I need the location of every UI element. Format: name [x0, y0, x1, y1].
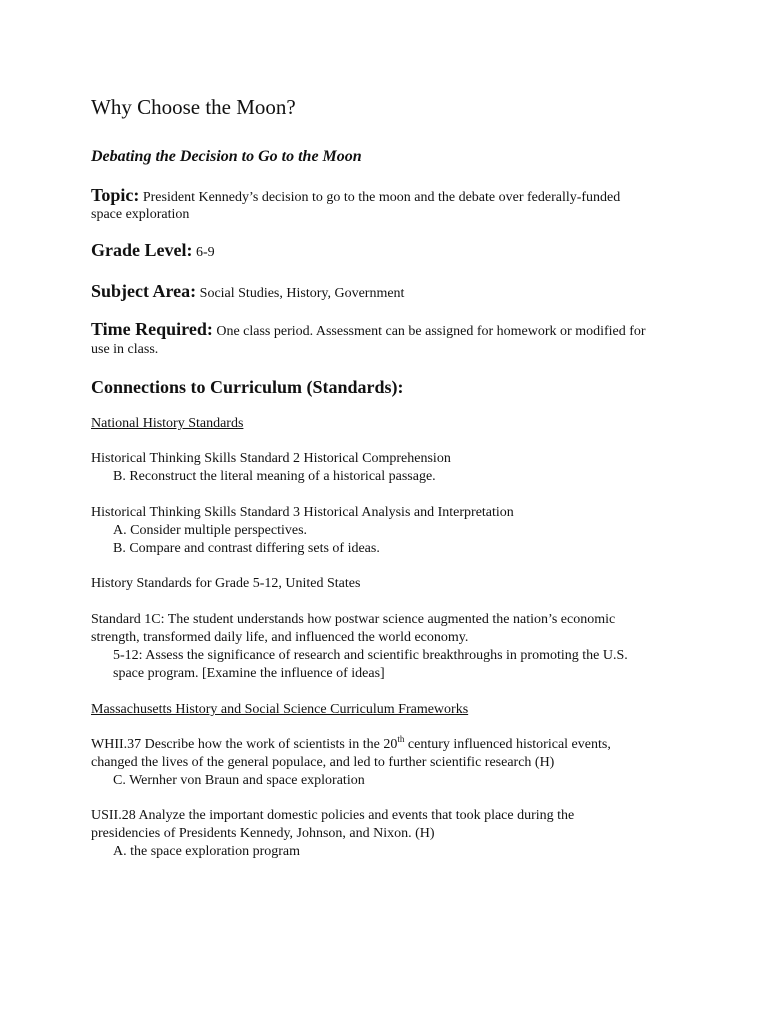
- topic-line-1: [91, 186, 620, 207]
- usii-line-1: USII.28 Analyze the important domestic policies and events that took place during the: [91, 808, 575, 823]
- standard-1c-sub-line-1: 5-12: Assess the significance of research and scientific breakthroughs in promoting the U.S.: [113, 648, 628, 663]
- whii-line-1: [91, 736, 611, 754]
- subject-area-label: Subject Area:: [91, 281, 197, 301]
- topic-line-2: space exploration: [91, 207, 190, 222]
- grade-level-value: 6-9: [195, 245, 215, 260]
- document-title: Why Choose the Moon?: [91, 95, 296, 119]
- time-required-line-1: [91, 320, 646, 341]
- standard-1c-line-2: strength, transformed daily life, and influenced the world economy.: [91, 630, 469, 645]
- subject-area: [91, 282, 404, 303]
- grade-level-label: Grade Level:: [91, 240, 193, 260]
- document-subtitle: Debating the Decision to Go to the Moon: [91, 148, 362, 165]
- whii-line-2: changed the lives of the general populace, and led to further scientific research (H): [91, 755, 555, 770]
- national-standards-heading: National History Standards: [91, 416, 244, 431]
- massachusetts-heading: Massachusetts History and Social Science Curriculum Frameworks: [91, 702, 469, 717]
- standard-1c-sub-line-2: space program. [Examine the influence of ideas]: [113, 666, 385, 681]
- standard-2-item: B. Reconstruct the literal meaning of a historical passage.: [113, 469, 436, 484]
- time-required-label: Time Required:: [91, 319, 213, 339]
- subject-area-value: Social Studies, History, Government: [199, 286, 405, 301]
- connections-heading: Connections to Curriculum (Standards):: [91, 377, 404, 397]
- usii-line-2: presidencies of Presidents Kennedy, Johnson, and Nixon. (H): [91, 826, 435, 841]
- topic-value: President Kennedy’s decision to go to the moon and the debate over federally-funded: [142, 190, 621, 205]
- standard-1c-line-1: Standard 1C: The student understands how postwar science augmented the nation’s economic: [91, 612, 616, 627]
- grade-level: [91, 241, 215, 262]
- whii-line-1-before: WHII.37 Describe how the work of scientists in the 20: [91, 737, 398, 752]
- whii-line-1-after: century influenced historical events,: [404, 737, 611, 752]
- whii-item: C. Wernher von Braun and space exploration: [113, 773, 365, 788]
- time-required-line-2: use in class.: [91, 342, 159, 357]
- standard-2-title: Historical Thinking Skills Standard 2 Historical Comprehension: [91, 451, 451, 466]
- standard-3-item-a: A. Consider multiple perspectives.: [113, 523, 308, 538]
- standard-3-item-b: B. Compare and contrast differing sets of ideas.: [113, 541, 380, 556]
- time-required-value: One class period. Assessment can be assigned for homework or modified for: [216, 324, 646, 339]
- whii-superscript: th: [397, 734, 405, 744]
- topic-label: Topic:: [91, 185, 140, 205]
- usii-item: A. the space exploration program: [113, 844, 300, 859]
- standard-3-title: Historical Thinking Skills Standard 3 Historical Analysis and Interpretation: [91, 505, 514, 520]
- grade-standards-heading: History Standards for Grade 5-12, United States: [91, 576, 361, 591]
